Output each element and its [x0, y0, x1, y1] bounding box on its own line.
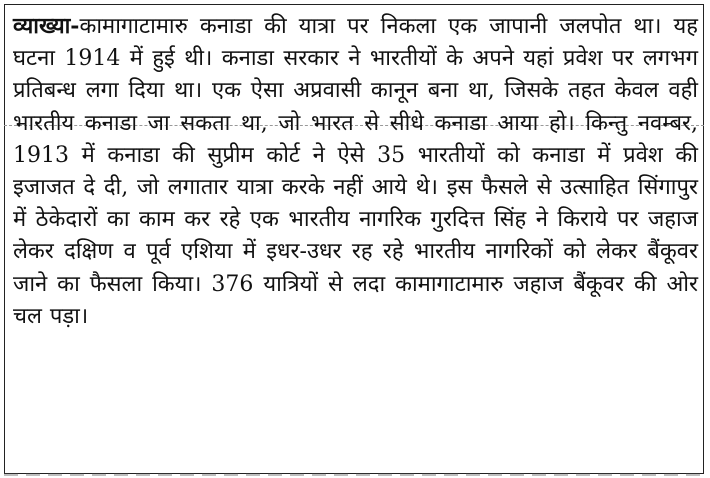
- cropped-next-line: [4, 466, 704, 478]
- explanation-text: कामागाटामारु कनाडा की यात्रा पर निकला एक जापानी जलपोत था। यह घटना 1914 में हुई थी। कनाडा सरकार ने भारतीयों के अपने यहां प्रवेश पर लगभग प्रतिबन्ध लगा दिया था। एक ऐसा अप्रवासी कानून बना था, जिसके तहत केवल वही भारतीय कनाडा जा सकता था, जो भारत से सीधे कनाडा आया हो। किन्तु नवम्बर, 1913 में कनाडा की सुप्रीम कोर्ट ने ऐसे 35 भारतीयों को कनाडा में प्रवेश की इजाजत दे दी, जो लगातार यात्रा करके नहीं आये थे। इस फैसले से उत्साहित सिंगापुर में ठेकेदारों का काम कर रहे एक भारतीय नागरिक गुरदित्त सिंह ने किराये पर जहाज लेकर दक्षिण व पूर्व एशिया में इधर-उधर रह रहे भारतीय नागरिकों को लेकर बैंकूवर जाने का फैसला किया। 376 यात्रियों से लदा कामागाटामारु जहाज बैंकूवर की ओर चल पड़ा।: [13, 14, 698, 329]
- explanation-paragraph: [13, 10, 698, 333]
- explanation-label: व्याख्या-: [13, 13, 80, 39]
